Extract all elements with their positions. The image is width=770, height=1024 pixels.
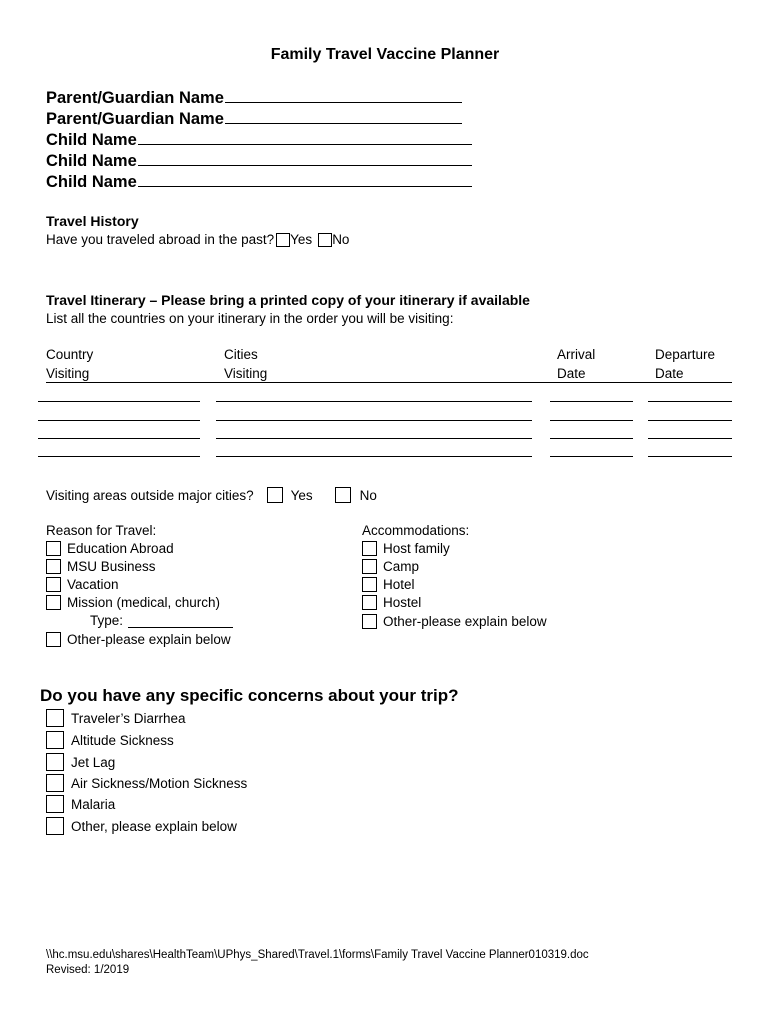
column-header-arrival bbox=[557, 345, 595, 383]
concern-jet-lag[interactable] bbox=[46, 753, 115, 771]
parent-guardian-name-2-field[interactable] bbox=[225, 109, 462, 124]
cities-entry-line[interactable] bbox=[216, 401, 532, 402]
outside-cities-yes-checkbox[interactable] bbox=[267, 487, 283, 503]
concern-other[interactable] bbox=[46, 817, 237, 835]
arrival-entry-line[interactable] bbox=[550, 456, 633, 457]
no-label: No bbox=[359, 487, 377, 503]
reason-option-other[interactable] bbox=[46, 632, 231, 647]
checkbox[interactable] bbox=[46, 774, 64, 792]
column-header-line: Visiting bbox=[224, 366, 268, 381]
option-label: Vacation bbox=[67, 577, 119, 592]
column-header-line: Arrival bbox=[557, 347, 596, 362]
checkbox[interactable] bbox=[46, 577, 61, 592]
column-header-line: Visiting bbox=[46, 366, 90, 381]
arrival-entry-line[interactable] bbox=[550, 438, 633, 439]
accommodations-heading: Accommodations: bbox=[362, 523, 470, 538]
outside-cities-label: Visiting areas outside major cities? bbox=[46, 487, 254, 503]
option-label: Altitude Sickness bbox=[71, 732, 174, 748]
outside-cities-question bbox=[46, 487, 377, 503]
country-entry-line[interactable] bbox=[38, 438, 200, 439]
option-label: Hostel bbox=[383, 595, 422, 610]
accommodation-host-family[interactable] bbox=[362, 541, 450, 556]
name-label: Parent/Guardian Name bbox=[46, 89, 224, 107]
checkbox[interactable] bbox=[46, 559, 61, 574]
option-label: Other-please explain below bbox=[383, 614, 547, 629]
header-rule bbox=[46, 382, 732, 383]
yes-label: Yes bbox=[290, 232, 313, 247]
reason-heading: Reason for Travel: bbox=[46, 523, 157, 538]
column-header-line: Country bbox=[46, 347, 94, 362]
option-label: Other-please explain below bbox=[67, 632, 231, 647]
name-label: Child Name bbox=[46, 152, 137, 170]
child-name-1-field[interactable] bbox=[138, 130, 472, 145]
traveled-abroad-question bbox=[46, 232, 349, 247]
country-entry-line[interactable] bbox=[38, 420, 200, 421]
footer-file-path: \\hc.msu.edu\shares\HealthTeam\UPhys_Shared\Travel.1\forms\Family Travel Vaccine Planner010319.doc bbox=[46, 949, 589, 961]
reason-option-msu-business[interactable] bbox=[46, 559, 156, 574]
option-label: Malaria bbox=[71, 796, 116, 812]
accommodation-hostel[interactable] bbox=[362, 595, 421, 610]
traveled-abroad-yes-checkbox[interactable] bbox=[276, 233, 290, 247]
accommodation-hotel[interactable] bbox=[362, 577, 415, 592]
mission-type-field bbox=[90, 613, 233, 628]
option-label: Traveler’s Diarrhea bbox=[71, 710, 186, 726]
country-entry-line[interactable] bbox=[38, 456, 200, 457]
cities-entry-line[interactable] bbox=[216, 456, 532, 457]
name-label: Parent/Guardian Name bbox=[46, 110, 224, 128]
checkbox[interactable] bbox=[362, 614, 377, 629]
checkbox[interactable] bbox=[362, 559, 377, 574]
cities-entry-line[interactable] bbox=[216, 438, 532, 439]
itinerary-instruction: List all the countries on your itinerary in the order you will be visiting: bbox=[46, 311, 454, 326]
traveled-abroad-no-checkbox[interactable] bbox=[318, 233, 332, 247]
accommodation-other[interactable] bbox=[362, 614, 547, 629]
checkbox[interactable] bbox=[46, 632, 61, 647]
child-name-1 bbox=[46, 130, 472, 150]
checkbox[interactable] bbox=[46, 753, 64, 771]
departure-entry-line[interactable] bbox=[648, 420, 732, 421]
option-label: Education Abroad bbox=[67, 541, 174, 556]
parent-guardian-name-1 bbox=[46, 88, 462, 108]
option-label: MSU Business bbox=[67, 559, 156, 574]
footer-revised: Revised: 1/2019 bbox=[46, 964, 130, 976]
checkbox[interactable] bbox=[46, 817, 64, 835]
mission-type-input[interactable] bbox=[128, 613, 233, 628]
column-header-cities bbox=[224, 345, 267, 383]
travel-history-heading: Travel History bbox=[46, 213, 139, 229]
child-name-2-field[interactable] bbox=[138, 151, 472, 166]
option-label: Other, please explain below bbox=[71, 818, 237, 834]
parent-guardian-name-2 bbox=[46, 109, 462, 129]
concerns-question: Do you have any specific concerns about your trip? bbox=[40, 686, 459, 705]
departure-entry-line[interactable] bbox=[648, 401, 732, 402]
departure-entry-line[interactable] bbox=[648, 438, 732, 439]
type-label: Type: bbox=[90, 613, 124, 628]
departure-entry-line[interactable] bbox=[648, 456, 732, 457]
option-label: Air Sickness/Motion Sickness bbox=[71, 775, 248, 791]
column-header-line: Cities bbox=[224, 347, 258, 362]
column-header-line: Date bbox=[655, 366, 684, 381]
option-label: Hotel bbox=[383, 577, 415, 592]
column-header-line: Departure bbox=[655, 347, 716, 362]
column-header-line: Date bbox=[557, 366, 586, 381]
column-header-departure bbox=[655, 345, 715, 383]
checkbox[interactable] bbox=[46, 731, 64, 749]
reason-option-mission[interactable] bbox=[46, 595, 220, 610]
option-label: Host family bbox=[383, 541, 450, 556]
reason-option-vacation[interactable] bbox=[46, 577, 119, 592]
option-label: Camp bbox=[383, 559, 420, 574]
itinerary-heading: Travel Itinerary – Please bring a printed copy of your itinerary if available bbox=[46, 292, 530, 308]
reason-option-education-abroad[interactable] bbox=[46, 541, 174, 556]
accommodation-camp[interactable] bbox=[362, 559, 419, 574]
parent-guardian-name-1-field[interactable] bbox=[225, 88, 462, 103]
concern-air-motion-sickness[interactable] bbox=[46, 774, 247, 792]
country-entry-line[interactable] bbox=[38, 401, 200, 402]
form-title: Family Travel Vaccine Planner bbox=[270, 46, 500, 63]
cities-entry-line[interactable] bbox=[216, 420, 532, 421]
concern-malaria[interactable] bbox=[46, 795, 115, 813]
name-label: Child Name bbox=[46, 131, 137, 149]
option-label: Jet Lag bbox=[71, 754, 116, 770]
yes-label: Yes bbox=[290, 487, 313, 503]
option-label: Mission (medical, church) bbox=[67, 595, 221, 610]
child-name-2 bbox=[46, 151, 472, 171]
checkbox[interactable] bbox=[46, 541, 61, 556]
no-label: No bbox=[332, 232, 350, 247]
column-header-country bbox=[46, 345, 93, 383]
arrival-entry-line[interactable] bbox=[550, 420, 633, 421]
concern-altitude-sickness[interactable] bbox=[46, 731, 174, 749]
outside-cities-no-checkbox[interactable] bbox=[335, 487, 351, 503]
checkbox[interactable] bbox=[46, 595, 61, 610]
concern-travelers-diarrhea[interactable] bbox=[46, 709, 186, 727]
child-name-3-field[interactable] bbox=[138, 172, 472, 187]
arrival-entry-line[interactable] bbox=[550, 401, 633, 402]
name-label: Child Name bbox=[46, 173, 137, 191]
traveled-abroad-label: Have you traveled abroad in the past? bbox=[46, 232, 275, 247]
checkbox[interactable] bbox=[362, 577, 377, 592]
checkbox[interactable] bbox=[46, 709, 64, 727]
checkbox[interactable] bbox=[362, 541, 377, 556]
checkbox[interactable] bbox=[362, 595, 377, 610]
child-name-3 bbox=[46, 172, 472, 192]
checkbox[interactable] bbox=[46, 795, 64, 813]
